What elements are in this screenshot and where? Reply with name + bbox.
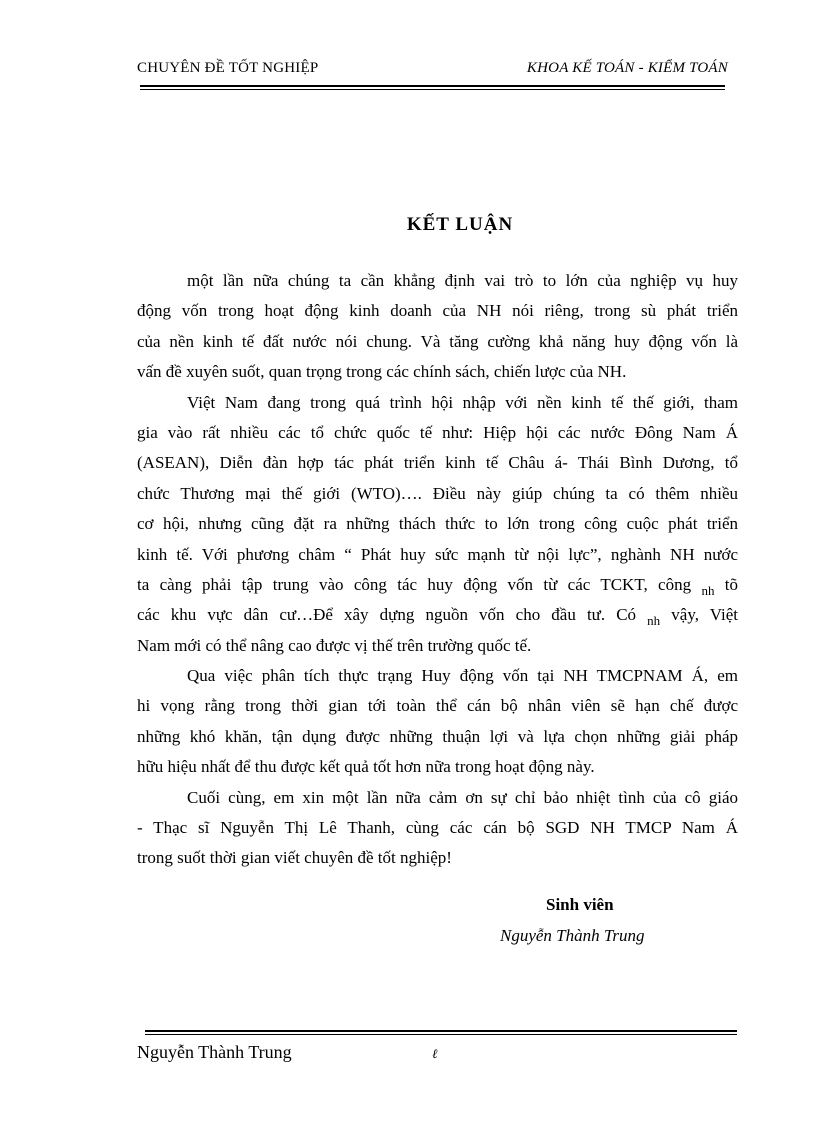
footer-author: Nguyễn Thành Trung <box>137 1042 292 1062</box>
body-line: hữu hiệu nhất để thu được kết quả tốt hơn nữa trong hoạt động này. <box>137 757 595 777</box>
body-text <box>137 266 738 874</box>
body-line: Qua việc phân tích thực trạng Huy động vốn tại NH TMCPNAM Á, em <box>187 666 738 686</box>
body-line: Cuối cùng, em xin một lần nữa cảm ơn sự chỉ bảo nhiệt tình của cô giáo <box>187 787 738 807</box>
body-line-part: các khu vực dân cư…Để xây dựng nguồn vốn cho đầu tư. Có <box>137 605 637 625</box>
body-line-part: ta càng phải tập trung vào công tác huy động vốn từ các TCKT, công <box>137 574 692 594</box>
footer-page-number: ℓ <box>432 1046 438 1061</box>
body-line: những khó khăn, tận dụng được những thuận lợi và lựa chọn những giải pháp <box>137 726 738 746</box>
body-line: trong suốt thời gian viết chuyên đề tốt nghiệp! <box>137 848 452 868</box>
body-line <box>137 570 738 600</box>
body-line <box>137 600 738 630</box>
body-line: của nền kinh tế đất nước nói chung. Và tăng cường khả năng huy động vốn là <box>137 331 738 351</box>
body-line-part: tõ <box>724 574 739 594</box>
body-line: gia vào rất nhiều các tổ chức quốc tế như: Hiệp hội các nước Đông Nam Á <box>137 422 738 442</box>
footer-rule <box>145 1030 737 1035</box>
body-line: một lần nữa chúng ta cần khẳng định vai trò to lớn của nghiệp vụ huy <box>187 271 738 290</box>
signature-role: Sinh viên <box>546 895 614 914</box>
body-line: chức Thương mại thế giới (WTO)…. Điều này giúp chúng ta có thêm nhiều <box>137 483 738 503</box>
body-line: cơ hội, nhưng cũng đặt ra những thách thức to lớn trong công cuộc phát triển <box>137 514 738 534</box>
body-line-part: vậy, Việt <box>671 605 739 625</box>
header-left-title: CHUYÊN ĐỀ TỐT NGHIỆP <box>137 60 319 76</box>
header-right-title: KHOA KẾ TOÁN - KIỂM TOÁN <box>526 60 728 76</box>
signature-name: Nguyễn Thành Trung <box>500 926 645 945</box>
subscript-text: nh <box>647 613 661 629</box>
subscript-text: nh <box>701 582 715 598</box>
body-line: kinh tế. Với phương châm “ Phát huy sức mạnh từ nội lực”, nghành NH nước <box>137 544 738 564</box>
body-line: Nam mới có thể nâng cao được vị thế trên trường quốc tế. <box>137 635 532 655</box>
body-line: (ASEAN), Diễn đàn hợp tác phát triển kinh tế Châu á- Thái Bình Dương, tổ <box>137 453 738 473</box>
body-line: vấn đề xuyên suốt, quan trọng trong các chính sách, chiến lược của NH. <box>137 362 627 382</box>
body-line: động vốn trong hoạt động kinh doanh của NH nói riêng, trong sù phát triển <box>137 301 738 321</box>
header-rule <box>140 85 725 90</box>
body-line: - Thạc sĩ Nguyễn Thị Lê Thanh, cùng các cán bộ SGD NH TMCP Nam Á <box>137 818 738 838</box>
body-line: Việt Nam đang trong quá trình hội nhập với nền kinh tế thế giới, tham <box>187 392 738 412</box>
body-line: hi vọng rằng trong thời gian tới toàn thể cán bộ nhân viên sẽ hạn chế được <box>137 696 738 716</box>
page-title: KẾT LUẬN <box>406 214 514 235</box>
